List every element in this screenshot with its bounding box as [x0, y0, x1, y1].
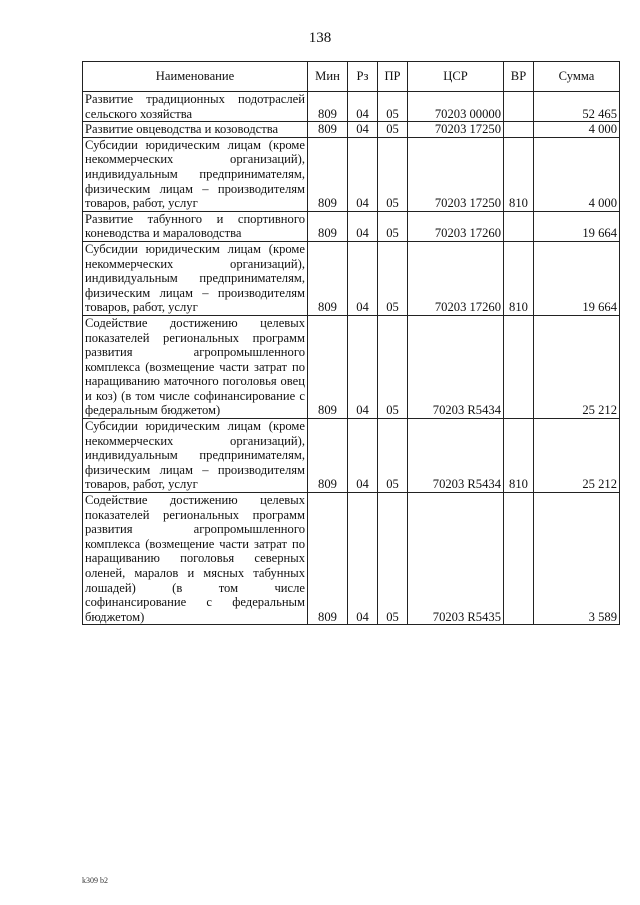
header-rz: Рз — [348, 62, 378, 92]
table-row — [83, 315, 620, 418]
table-row — [83, 419, 620, 493]
row-pr: 05 — [378, 493, 408, 625]
row-sum: 52 465 — [534, 92, 620, 122]
row-csr: 70203 17250 — [408, 122, 504, 138]
row-min: 809 — [308, 315, 348, 418]
row-vr: 810 — [504, 241, 534, 315]
row-rz: 04 — [348, 419, 378, 493]
header-min: Мин — [308, 62, 348, 92]
row-csr: 70203 17260 — [408, 241, 504, 315]
table-row — [83, 122, 620, 138]
row-sum: 25 212 — [534, 315, 620, 418]
row-min: 809 — [308, 493, 348, 625]
row-csr: 70203 R5434 — [408, 315, 504, 418]
table-row — [83, 211, 620, 241]
page-number: 138 — [308, 30, 332, 46]
row-sum: 4 000 — [534, 122, 620, 138]
row-name: Субсидии юридическим лицам (кроме некоммерческих организаций), индивидуальным предпринимателям, физическим лицам – производителям товаров, работ, услуг — [83, 137, 308, 211]
row-sum: 19 664 — [534, 241, 620, 315]
row-rz: 04 — [348, 122, 378, 138]
row-name: Субсидии юридическим лицам (кроме некоммерческих организаций), индивидуальным предпринимателям, физическим лицам – производителям товаров, работ, услуг — [83, 419, 308, 493]
row-rz: 04 — [348, 211, 378, 241]
row-sum: 19 664 — [534, 211, 620, 241]
row-vr — [504, 493, 534, 625]
row-name: Содействие достижению целевых показателей региональных программ развития агропромышленного комплекса (возмещение части затрат по наращиванию маточного поголовья овец и коз) (в том числе софинансирование с федеральным бюджетом) — [83, 315, 308, 418]
row-name: Развитие табунного и спортивного коневодства и мараловодства — [83, 211, 308, 241]
table-row — [83, 241, 620, 315]
table-row — [83, 493, 620, 625]
row-pr: 05 — [378, 211, 408, 241]
row-min: 809 — [308, 211, 348, 241]
row-vr — [504, 122, 534, 138]
row-vr — [504, 92, 534, 122]
row-name: Развитие овцеводства и козоводства — [83, 122, 308, 138]
header-csr: ЦСР — [408, 62, 504, 92]
row-rz: 04 — [348, 241, 378, 315]
row-pr: 05 — [378, 122, 408, 138]
row-pr: 05 — [378, 92, 408, 122]
header-pr: ПР — [378, 62, 408, 92]
row-min: 809 — [308, 137, 348, 211]
row-csr: 70203 R5434 — [408, 419, 504, 493]
row-min: 809 — [308, 92, 348, 122]
row-vr: 810 — [504, 419, 534, 493]
row-rz: 04 — [348, 137, 378, 211]
table-row — [83, 137, 620, 211]
row-vr — [504, 211, 534, 241]
row-sum: 25 212 — [534, 419, 620, 493]
header-name: Наименование — [83, 62, 308, 92]
row-csr: 70203 17250 — [408, 137, 504, 211]
row-csr: 70203 00000 — [408, 92, 504, 122]
row-sum: 3 589 — [534, 493, 620, 625]
row-min: 809 — [308, 122, 348, 138]
row-min: 809 — [308, 241, 348, 315]
row-csr: 70203 R5435 — [408, 493, 504, 625]
row-csr: 70203 17260 — [408, 211, 504, 241]
budget-table — [82, 61, 620, 625]
row-rz: 04 — [348, 315, 378, 418]
table-row — [83, 92, 620, 122]
row-name: Содействие достижению целевых показателей региональных программ развития агропромышленного комплекса (возмещение части затрат по наращиванию поголовья северных оленей, маралов и мясных табунных лошадей) (в том числе софинансирование с федеральным бюджетом) — [83, 493, 308, 625]
table-header-row — [83, 62, 620, 92]
row-pr: 05 — [378, 137, 408, 211]
header-sum: Сумма — [534, 62, 620, 92]
row-min: 809 — [308, 419, 348, 493]
header-vr: ВР — [504, 62, 534, 92]
row-sum: 4 000 — [534, 137, 620, 211]
row-rz: 04 — [348, 493, 378, 625]
row-pr: 05 — [378, 419, 408, 493]
row-pr: 05 — [378, 315, 408, 418]
row-vr: 810 — [504, 137, 534, 211]
row-name: Субсидии юридическим лицам (кроме некоммерческих организаций), индивидуальным предпринимателям, физическим лицам – производителям товаров, работ, услуг — [83, 241, 308, 315]
row-rz: 04 — [348, 92, 378, 122]
row-name: Развитие традиционных подотраслей сельского хозяйства — [83, 92, 308, 122]
row-pr: 05 — [378, 241, 408, 315]
row-vr — [504, 315, 534, 418]
footer-code: k309 b2 — [82, 876, 108, 885]
